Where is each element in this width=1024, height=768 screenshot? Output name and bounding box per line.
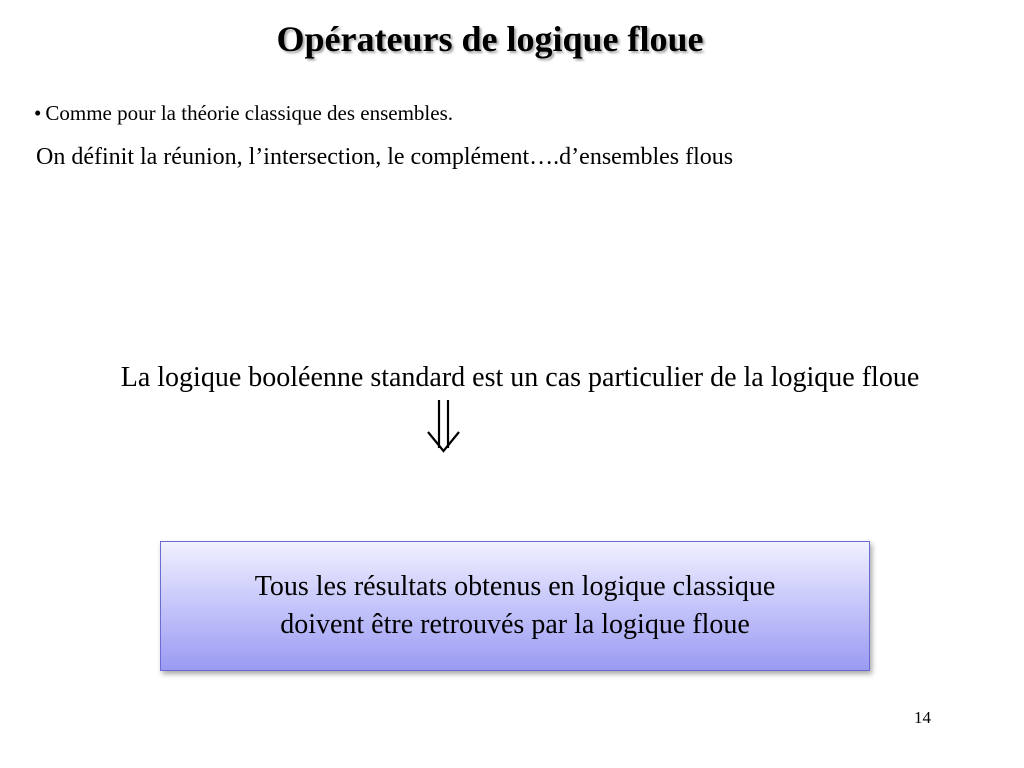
bullet-item [34, 101, 453, 126]
bullet-text: Comme pour la théorie classique des ensembles. [45, 101, 454, 125]
definition-line: On définit la réunion, l’intersection, le complément….d’ensembles flous [36, 144, 734, 170]
bullet-marker: • [34, 101, 42, 125]
slide-title: Opérateurs de logique floue [276, 19, 704, 59]
conclusion-line-1: Tous les résultats obtenus en logique classique [254, 571, 776, 602]
statement-text: La logique booléenne standard est un cas particulier de la logique floue [120, 362, 920, 393]
double-down-arrow-icon [424, 396, 464, 456]
page-number: 14 [914, 708, 931, 727]
conclusion-box [160, 541, 870, 671]
conclusion-line-2: doivent être retrouvés par la logique floue [280, 609, 750, 640]
